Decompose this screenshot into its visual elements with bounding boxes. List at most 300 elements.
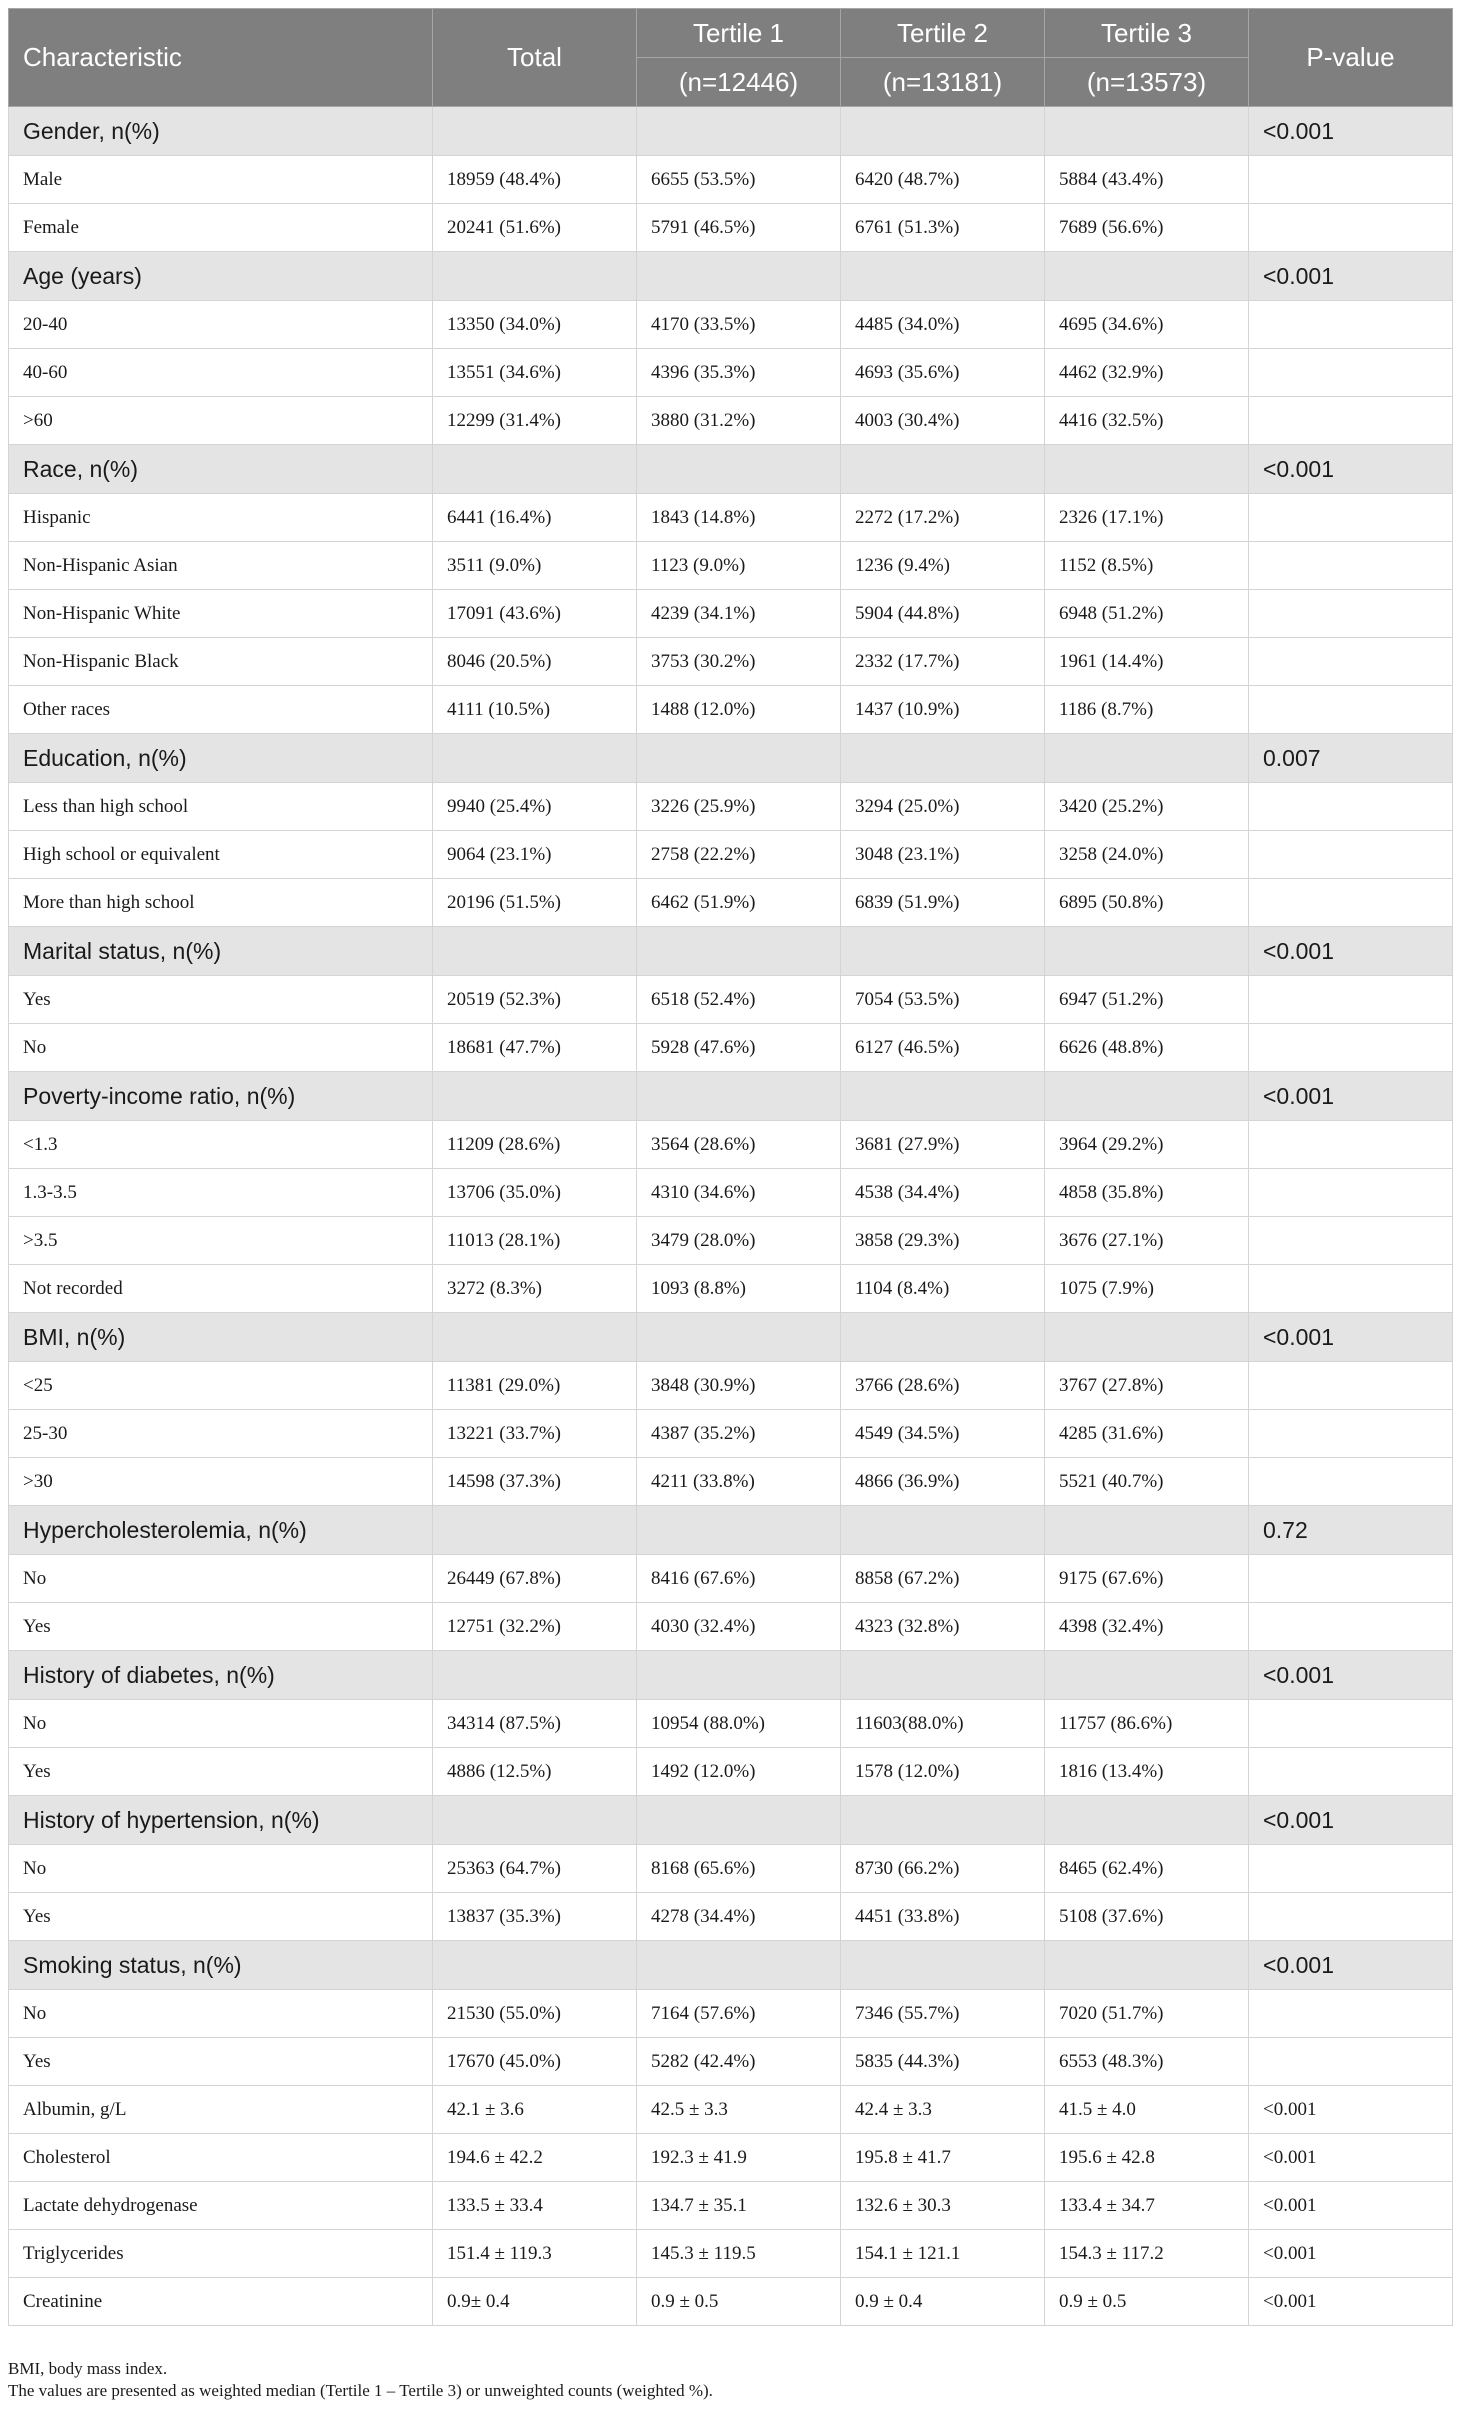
- cell-characteristic: Non-Hispanic White: [9, 590, 433, 638]
- cell-tertile-1: [637, 252, 841, 301]
- cell-tertile-3: 1816 (13.4%): [1045, 1748, 1249, 1796]
- cell-tertile-2: 11603(88.0%): [841, 1700, 1045, 1748]
- cell-total: 13837 (35.3%): [433, 1893, 637, 1941]
- cell-tertile-1: [637, 107, 841, 156]
- cell-p-value: [1249, 1458, 1453, 1506]
- cell-characteristic: Yes: [9, 1893, 433, 1941]
- cell-tertile-3: 195.6 ± 42.8: [1045, 2134, 1249, 2182]
- cell-p-value: [1249, 2038, 1453, 2086]
- cell-characteristic: No: [9, 1555, 433, 1603]
- cell-characteristic: History of hypertension, n(%): [9, 1796, 433, 1845]
- cell-p-value: <0.001: [1249, 1313, 1453, 1362]
- cell-total: [433, 1506, 637, 1555]
- cell-total: 21530 (55.0%): [433, 1990, 637, 2038]
- cell-p-value: <0.001: [1249, 1941, 1453, 1990]
- cell-p-value: [1249, 494, 1453, 542]
- cell-p-value: [1249, 1748, 1453, 1796]
- cell-tertile-1: 3226 (25.9%): [637, 783, 841, 831]
- cell-tertile-3: 6626 (48.8%): [1045, 1024, 1249, 1072]
- cell-tertile-2: 1236 (9.4%): [841, 542, 1045, 590]
- cell-total: 13350 (34.0%): [433, 301, 637, 349]
- table-row: [9, 1024, 1453, 1072]
- cell-p-value: <0.001: [1249, 927, 1453, 976]
- cell-p-value: [1249, 976, 1453, 1024]
- cell-characteristic: Non-Hispanic Asian: [9, 542, 433, 590]
- cell-tertile-1: 1123 (9.0%): [637, 542, 841, 590]
- table-row: [9, 831, 1453, 879]
- table-footnotes: [8, 2358, 1452, 2402]
- footnote-values-note: The values are presented as weighted median (Tertile 1 – Tertile 3) or unweighted counts (weighted %).: [8, 2381, 713, 2400]
- table-section-row: [9, 1506, 1453, 1555]
- table-row: [9, 783, 1453, 831]
- cell-tertile-1: [637, 1072, 841, 1121]
- cell-p-value: [1249, 1362, 1453, 1410]
- cell-total: 3272 (8.3%): [433, 1265, 637, 1313]
- cell-total: 9940 (25.4%): [433, 783, 637, 831]
- cell-total: [433, 927, 637, 976]
- cell-characteristic: Yes: [9, 2038, 433, 2086]
- cell-tertile-1: 3753 (30.2%): [637, 638, 841, 686]
- cell-tertile-3: 41.5 ± 4.0: [1045, 2086, 1249, 2134]
- table-row: [9, 1217, 1453, 1265]
- cell-characteristic: More than high school: [9, 879, 433, 927]
- cell-tertile-3: [1045, 445, 1249, 494]
- cell-total: 12751 (32.2%): [433, 1603, 637, 1651]
- cell-p-value: <0.001: [1249, 1651, 1453, 1700]
- table-row: [9, 156, 1453, 204]
- cell-tertile-2: [841, 107, 1045, 156]
- cell-tertile-2: 42.4 ± 3.3: [841, 2086, 1045, 2134]
- cell-p-value: <0.001: [1249, 445, 1453, 494]
- table-row: [9, 2134, 1453, 2182]
- cell-tertile-1: 3848 (30.9%): [637, 1362, 841, 1410]
- cell-tertile-2: 3294 (25.0%): [841, 783, 1045, 831]
- cell-total: 20196 (51.5%): [433, 879, 637, 927]
- cell-tertile-3: 5521 (40.7%): [1045, 1458, 1249, 1506]
- cell-total: 12299 (31.4%): [433, 397, 637, 445]
- cell-tertile-1: 3564 (28.6%): [637, 1121, 841, 1169]
- table-row: [9, 542, 1453, 590]
- table-row: [9, 976, 1453, 1024]
- cell-characteristic: >60: [9, 397, 433, 445]
- cell-tertile-1: 145.3 ± 119.5: [637, 2230, 841, 2278]
- cell-tertile-2: 6127 (46.5%): [841, 1024, 1045, 1072]
- cell-tertile-1: 3880 (31.2%): [637, 397, 841, 445]
- cell-tertile-3: 8465 (62.4%): [1045, 1845, 1249, 1893]
- cell-tertile-2: 195.8 ± 41.7: [841, 2134, 1045, 2182]
- cell-characteristic: 1.3-3.5: [9, 1169, 433, 1217]
- footnote-abbreviation: BMI, body mass index.: [8, 2359, 168, 2378]
- cell-tertile-1: 3479 (28.0%): [637, 1217, 841, 1265]
- table-section-row: [9, 1941, 1453, 1990]
- cell-p-value: <0.001: [1249, 252, 1453, 301]
- cell-characteristic: BMI, n(%): [9, 1313, 433, 1362]
- cell-total: 25363 (64.7%): [433, 1845, 637, 1893]
- cell-tertile-3: 133.4 ± 34.7: [1045, 2182, 1249, 2230]
- table-row: [9, 1603, 1453, 1651]
- cell-tertile-2: 8730 (66.2%): [841, 1845, 1045, 1893]
- table-row: [9, 1700, 1453, 1748]
- cell-tertile-3: 3420 (25.2%): [1045, 783, 1249, 831]
- cell-tertile-2: [841, 1796, 1045, 1845]
- header-tertile-1-n: (n=12446): [637, 58, 841, 107]
- cell-characteristic: Hispanic: [9, 494, 433, 542]
- cell-tertile-1: 6518 (52.4%): [637, 976, 841, 1024]
- cell-tertile-1: 4396 (35.3%): [637, 349, 841, 397]
- cell-p-value: <0.001: [1249, 2230, 1453, 2278]
- table-row: [9, 2038, 1453, 2086]
- cell-characteristic: Lactate dehydrogenase: [9, 2182, 433, 2230]
- cell-characteristic: Yes: [9, 976, 433, 1024]
- cell-p-value: [1249, 1700, 1453, 1748]
- cell-characteristic: Triglycerides: [9, 2230, 433, 2278]
- cell-tertile-2: 3766 (28.6%): [841, 1362, 1045, 1410]
- cell-p-value: <0.001: [1249, 2134, 1453, 2182]
- header-tertile-2: Tertile 2: [841, 9, 1045, 58]
- cell-tertile-2: 4485 (34.0%): [841, 301, 1045, 349]
- table-row: [9, 204, 1453, 252]
- cell-tertile-3: 3964 (29.2%): [1045, 1121, 1249, 1169]
- cell-characteristic: Male: [9, 156, 433, 204]
- cell-tertile-3: [1045, 734, 1249, 783]
- cell-characteristic: Cholesterol: [9, 2134, 433, 2182]
- cell-characteristic: No: [9, 1845, 433, 1893]
- cell-tertile-3: [1045, 252, 1249, 301]
- header-p-value: P-value: [1249, 9, 1453, 107]
- characteristics-table-container: [8, 8, 1452, 2326]
- table-row: [9, 1265, 1453, 1313]
- cell-total: 4886 (12.5%): [433, 1748, 637, 1796]
- table-row: [9, 2230, 1453, 2278]
- cell-tertile-2: [841, 1506, 1045, 1555]
- cell-tertile-2: [841, 734, 1045, 783]
- cell-tertile-3: 9175 (67.6%): [1045, 1555, 1249, 1603]
- cell-total: 4111 (10.5%): [433, 686, 637, 734]
- cell-total: 11381 (29.0%): [433, 1362, 637, 1410]
- cell-p-value: [1249, 1990, 1453, 2038]
- cell-total: 18959 (48.4%): [433, 156, 637, 204]
- cell-characteristic: >30: [9, 1458, 433, 1506]
- cell-tertile-1: 192.3 ± 41.9: [637, 2134, 841, 2182]
- cell-characteristic: >3.5: [9, 1217, 433, 1265]
- cell-tertile-3: [1045, 1941, 1249, 1990]
- cell-tertile-2: [841, 1313, 1045, 1362]
- table-section-row: [9, 1651, 1453, 1700]
- cell-tertile-3: 4398 (32.4%): [1045, 1603, 1249, 1651]
- cell-tertile-1: 1488 (12.0%): [637, 686, 841, 734]
- cell-tertile-3: 5884 (43.4%): [1045, 156, 1249, 204]
- cell-p-value: [1249, 590, 1453, 638]
- cell-tertile-2: [841, 1651, 1045, 1700]
- cell-tertile-3: 3258 (24.0%): [1045, 831, 1249, 879]
- table-section-row: [9, 734, 1453, 783]
- cell-p-value: [1249, 204, 1453, 252]
- cell-total: 6441 (16.4%): [433, 494, 637, 542]
- cell-p-value: [1249, 156, 1453, 204]
- cell-total: 0.9± 0.4: [433, 2278, 637, 2326]
- table-row: [9, 397, 1453, 445]
- cell-tertile-3: [1045, 1506, 1249, 1555]
- cell-tertile-3: [1045, 1651, 1249, 1700]
- cell-tertile-3: 2326 (17.1%): [1045, 494, 1249, 542]
- cell-p-value: <0.001: [1249, 2278, 1453, 2326]
- cell-tertile-1: 4310 (34.6%): [637, 1169, 841, 1217]
- cell-total: 17091 (43.6%): [433, 590, 637, 638]
- cell-total: [433, 1941, 637, 1990]
- table-row: [9, 1458, 1453, 1506]
- cell-characteristic: Marital status, n(%): [9, 927, 433, 976]
- cell-tertile-2: 1578 (12.0%): [841, 1748, 1045, 1796]
- cell-tertile-1: [637, 1941, 841, 1990]
- table-section-row: [9, 1313, 1453, 1362]
- cell-tertile-2: 4451 (33.8%): [841, 1893, 1045, 1941]
- cell-total: [433, 252, 637, 301]
- cell-tertile-3: 154.3 ± 117.2: [1045, 2230, 1249, 2278]
- cell-tertile-1: [637, 927, 841, 976]
- cell-tertile-1: [637, 445, 841, 494]
- cell-characteristic: Age (years): [9, 252, 433, 301]
- cell-p-value: [1249, 638, 1453, 686]
- cell-tertile-1: 4239 (34.1%): [637, 590, 841, 638]
- cell-tertile-1: [637, 734, 841, 783]
- cell-tertile-1: 4030 (32.4%): [637, 1603, 841, 1651]
- cell-p-value: 0.72: [1249, 1506, 1453, 1555]
- cell-tertile-1: 8168 (65.6%): [637, 1845, 841, 1893]
- cell-tertile-2: 7346 (55.7%): [841, 1990, 1045, 2038]
- cell-tertile-2: [841, 927, 1045, 976]
- cell-total: 20519 (52.3%): [433, 976, 637, 1024]
- cell-p-value: [1249, 1603, 1453, 1651]
- cell-p-value: [1249, 1845, 1453, 1893]
- cell-p-value: [1249, 397, 1453, 445]
- cell-p-value: <0.001: [1249, 2182, 1453, 2230]
- cell-p-value: [1249, 301, 1453, 349]
- cell-tertile-3: 1152 (8.5%): [1045, 542, 1249, 590]
- cell-tertile-3: 4285 (31.6%): [1045, 1410, 1249, 1458]
- cell-tertile-3: 3676 (27.1%): [1045, 1217, 1249, 1265]
- cell-total: 133.5 ± 33.4: [433, 2182, 637, 2230]
- cell-total: [433, 445, 637, 494]
- cell-total: [433, 734, 637, 783]
- cell-p-value: [1249, 1265, 1453, 1313]
- cell-characteristic: No: [9, 1700, 433, 1748]
- cell-total: [433, 107, 637, 156]
- cell-characteristic: 40-60: [9, 349, 433, 397]
- cell-tertile-2: 5904 (44.8%): [841, 590, 1045, 638]
- header-total: Total: [433, 9, 637, 107]
- cell-total: 194.6 ± 42.2: [433, 2134, 637, 2182]
- cell-tertile-2: 0.9 ± 0.4: [841, 2278, 1045, 2326]
- cell-total: 18681 (47.7%): [433, 1024, 637, 1072]
- cell-characteristic: Female: [9, 204, 433, 252]
- cell-tertile-3: [1045, 107, 1249, 156]
- cell-tertile-2: 6420 (48.7%): [841, 156, 1045, 204]
- cell-p-value: <0.001: [1249, 107, 1453, 156]
- cell-p-value: <0.001: [1249, 1796, 1453, 1845]
- cell-total: 20241 (51.6%): [433, 204, 637, 252]
- cell-p-value: [1249, 1217, 1453, 1265]
- cell-tertile-1: [637, 1506, 841, 1555]
- table-section-row: [9, 1072, 1453, 1121]
- cell-characteristic: No: [9, 1990, 433, 2038]
- cell-tertile-1: 5791 (46.5%): [637, 204, 841, 252]
- cell-tertile-1: 10954 (88.0%): [637, 1700, 841, 1748]
- cell-characteristic: Poverty-income ratio, n(%): [9, 1072, 433, 1121]
- cell-tertile-1: 0.9 ± 0.5: [637, 2278, 841, 2326]
- cell-p-value: [1249, 686, 1453, 734]
- cell-characteristic: Yes: [9, 1748, 433, 1796]
- cell-tertile-3: 4416 (32.5%): [1045, 397, 1249, 445]
- table-row: [9, 1410, 1453, 1458]
- cell-total: 42.1 ± 3.6: [433, 2086, 637, 2134]
- cell-tertile-2: 4323 (32.8%): [841, 1603, 1045, 1651]
- header-tertile-3: Tertile 3: [1045, 9, 1249, 58]
- cell-characteristic: Albumin, g/L: [9, 2086, 433, 2134]
- cell-total: 34314 (87.5%): [433, 1700, 637, 1748]
- cell-tertile-2: 132.6 ± 30.3: [841, 2182, 1045, 2230]
- cell-p-value: <0.001: [1249, 1072, 1453, 1121]
- table-row: [9, 686, 1453, 734]
- cell-tertile-1: 1492 (12.0%): [637, 1748, 841, 1796]
- table-row: [9, 2182, 1453, 2230]
- cell-tertile-3: 6553 (48.3%): [1045, 2038, 1249, 2086]
- cell-characteristic: Yes: [9, 1603, 433, 1651]
- cell-tertile-3: 1186 (8.7%): [1045, 686, 1249, 734]
- characteristics-table: [8, 8, 1453, 2326]
- cell-tertile-2: [841, 1072, 1045, 1121]
- table-row: [9, 1990, 1453, 2038]
- cell-tertile-3: 7020 (51.7%): [1045, 1990, 1249, 2038]
- cell-tertile-3: 1075 (7.9%): [1045, 1265, 1249, 1313]
- cell-tertile-3: [1045, 927, 1249, 976]
- cell-characteristic: No: [9, 1024, 433, 1072]
- cell-tertile-2: 1104 (8.4%): [841, 1265, 1045, 1313]
- cell-total: [433, 1313, 637, 1362]
- table-row: [9, 1555, 1453, 1603]
- table-row: [9, 1362, 1453, 1410]
- cell-tertile-1: 2758 (22.2%): [637, 831, 841, 879]
- cell-tertile-3: 6947 (51.2%): [1045, 976, 1249, 1024]
- table-row: [9, 1845, 1453, 1893]
- table-header: [9, 9, 1453, 107]
- header-tertile-3-n: (n=13573): [1045, 58, 1249, 107]
- cell-tertile-1: 4387 (35.2%): [637, 1410, 841, 1458]
- table-row: [9, 494, 1453, 542]
- cell-total: 13706 (35.0%): [433, 1169, 637, 1217]
- cell-characteristic: 25-30: [9, 1410, 433, 1458]
- cell-tertile-3: [1045, 1796, 1249, 1845]
- cell-tertile-2: 4549 (34.5%): [841, 1410, 1045, 1458]
- cell-tertile-1: 8416 (67.6%): [637, 1555, 841, 1603]
- cell-p-value: <0.001: [1249, 2086, 1453, 2134]
- cell-tertile-2: 3681 (27.9%): [841, 1121, 1045, 1169]
- cell-characteristic: High school or equivalent: [9, 831, 433, 879]
- cell-characteristic: Race, n(%): [9, 445, 433, 494]
- cell-tertile-2: 5835 (44.3%): [841, 2038, 1045, 2086]
- cell-total: 17670 (45.0%): [433, 2038, 637, 2086]
- cell-characteristic: Non-Hispanic Black: [9, 638, 433, 686]
- cell-tertile-1: 1843 (14.8%): [637, 494, 841, 542]
- table-row: [9, 1121, 1453, 1169]
- table-section-row: [9, 252, 1453, 301]
- cell-tertile-1: 6655 (53.5%): [637, 156, 841, 204]
- cell-tertile-1: 7164 (57.6%): [637, 1990, 841, 2038]
- cell-tertile-1: 4170 (33.5%): [637, 301, 841, 349]
- cell-tertile-3: 6895 (50.8%): [1045, 879, 1249, 927]
- cell-total: 8046 (20.5%): [433, 638, 637, 686]
- cell-total: [433, 1651, 637, 1700]
- cell-tertile-2: 4866 (36.9%): [841, 1458, 1045, 1506]
- cell-characteristic: Smoking status, n(%): [9, 1941, 433, 1990]
- cell-tertile-3: 7689 (56.6%): [1045, 204, 1249, 252]
- cell-tertile-3: 4462 (32.9%): [1045, 349, 1249, 397]
- cell-tertile-2: 154.1 ± 121.1: [841, 2230, 1045, 2278]
- cell-tertile-3: [1045, 1313, 1249, 1362]
- cell-tertile-2: [841, 1941, 1045, 1990]
- cell-tertile-2: 1437 (10.9%): [841, 686, 1045, 734]
- cell-p-value: [1249, 783, 1453, 831]
- cell-tertile-2: 3858 (29.3%): [841, 1217, 1045, 1265]
- cell-tertile-2: 6761 (51.3%): [841, 204, 1045, 252]
- cell-tertile-2: 4003 (30.4%): [841, 397, 1045, 445]
- cell-tertile-2: 8858 (67.2%): [841, 1555, 1045, 1603]
- table-row: [9, 879, 1453, 927]
- cell-tertile-2: 6839 (51.9%): [841, 879, 1045, 927]
- cell-tertile-3: [1045, 1072, 1249, 1121]
- cell-tertile-3: 6948 (51.2%): [1045, 590, 1249, 638]
- cell-p-value: [1249, 1121, 1453, 1169]
- cell-tertile-1: 5282 (42.4%): [637, 2038, 841, 2086]
- cell-characteristic: Hypercholesterolemia, n(%): [9, 1506, 433, 1555]
- cell-p-value: [1249, 1555, 1453, 1603]
- cell-tertile-3: 0.9 ± 0.5: [1045, 2278, 1249, 2326]
- cell-tertile-3: 4858 (35.8%): [1045, 1169, 1249, 1217]
- cell-total: 13551 (34.6%): [433, 349, 637, 397]
- cell-characteristic: Education, n(%): [9, 734, 433, 783]
- cell-tertile-1: [637, 1796, 841, 1845]
- table-row: [9, 2086, 1453, 2134]
- cell-tertile-2: 4693 (35.6%): [841, 349, 1045, 397]
- cell-total: 14598 (37.3%): [433, 1458, 637, 1506]
- table-section-row: [9, 445, 1453, 494]
- cell-total: 11013 (28.1%): [433, 1217, 637, 1265]
- cell-tertile-2: 2332 (17.7%): [841, 638, 1045, 686]
- table-row: [9, 590, 1453, 638]
- cell-p-value: [1249, 879, 1453, 927]
- cell-total: [433, 1796, 637, 1845]
- cell-characteristic: 20-40: [9, 301, 433, 349]
- table-body: [9, 107, 1453, 2326]
- cell-p-value: [1249, 542, 1453, 590]
- cell-tertile-1: 134.7 ± 35.1: [637, 2182, 841, 2230]
- header-characteristic: Characteristic: [9, 9, 433, 107]
- header-tertile-1: Tertile 1: [637, 9, 841, 58]
- table-row: [9, 349, 1453, 397]
- table-row: [9, 1169, 1453, 1217]
- cell-tertile-3: 5108 (37.6%): [1045, 1893, 1249, 1941]
- cell-tertile-1: 4211 (33.8%): [637, 1458, 841, 1506]
- cell-p-value: [1249, 1410, 1453, 1458]
- cell-total: 11209 (28.6%): [433, 1121, 637, 1169]
- cell-total: [433, 1072, 637, 1121]
- table-row: [9, 301, 1453, 349]
- cell-tertile-1: 4278 (34.4%): [637, 1893, 841, 1941]
- cell-total: 9064 (23.1%): [433, 831, 637, 879]
- cell-characteristic: Creatinine: [9, 2278, 433, 2326]
- cell-tertile-1: 1093 (8.8%): [637, 1265, 841, 1313]
- cell-characteristic: <1.3: [9, 1121, 433, 1169]
- cell-total: 151.4 ± 119.3: [433, 2230, 637, 2278]
